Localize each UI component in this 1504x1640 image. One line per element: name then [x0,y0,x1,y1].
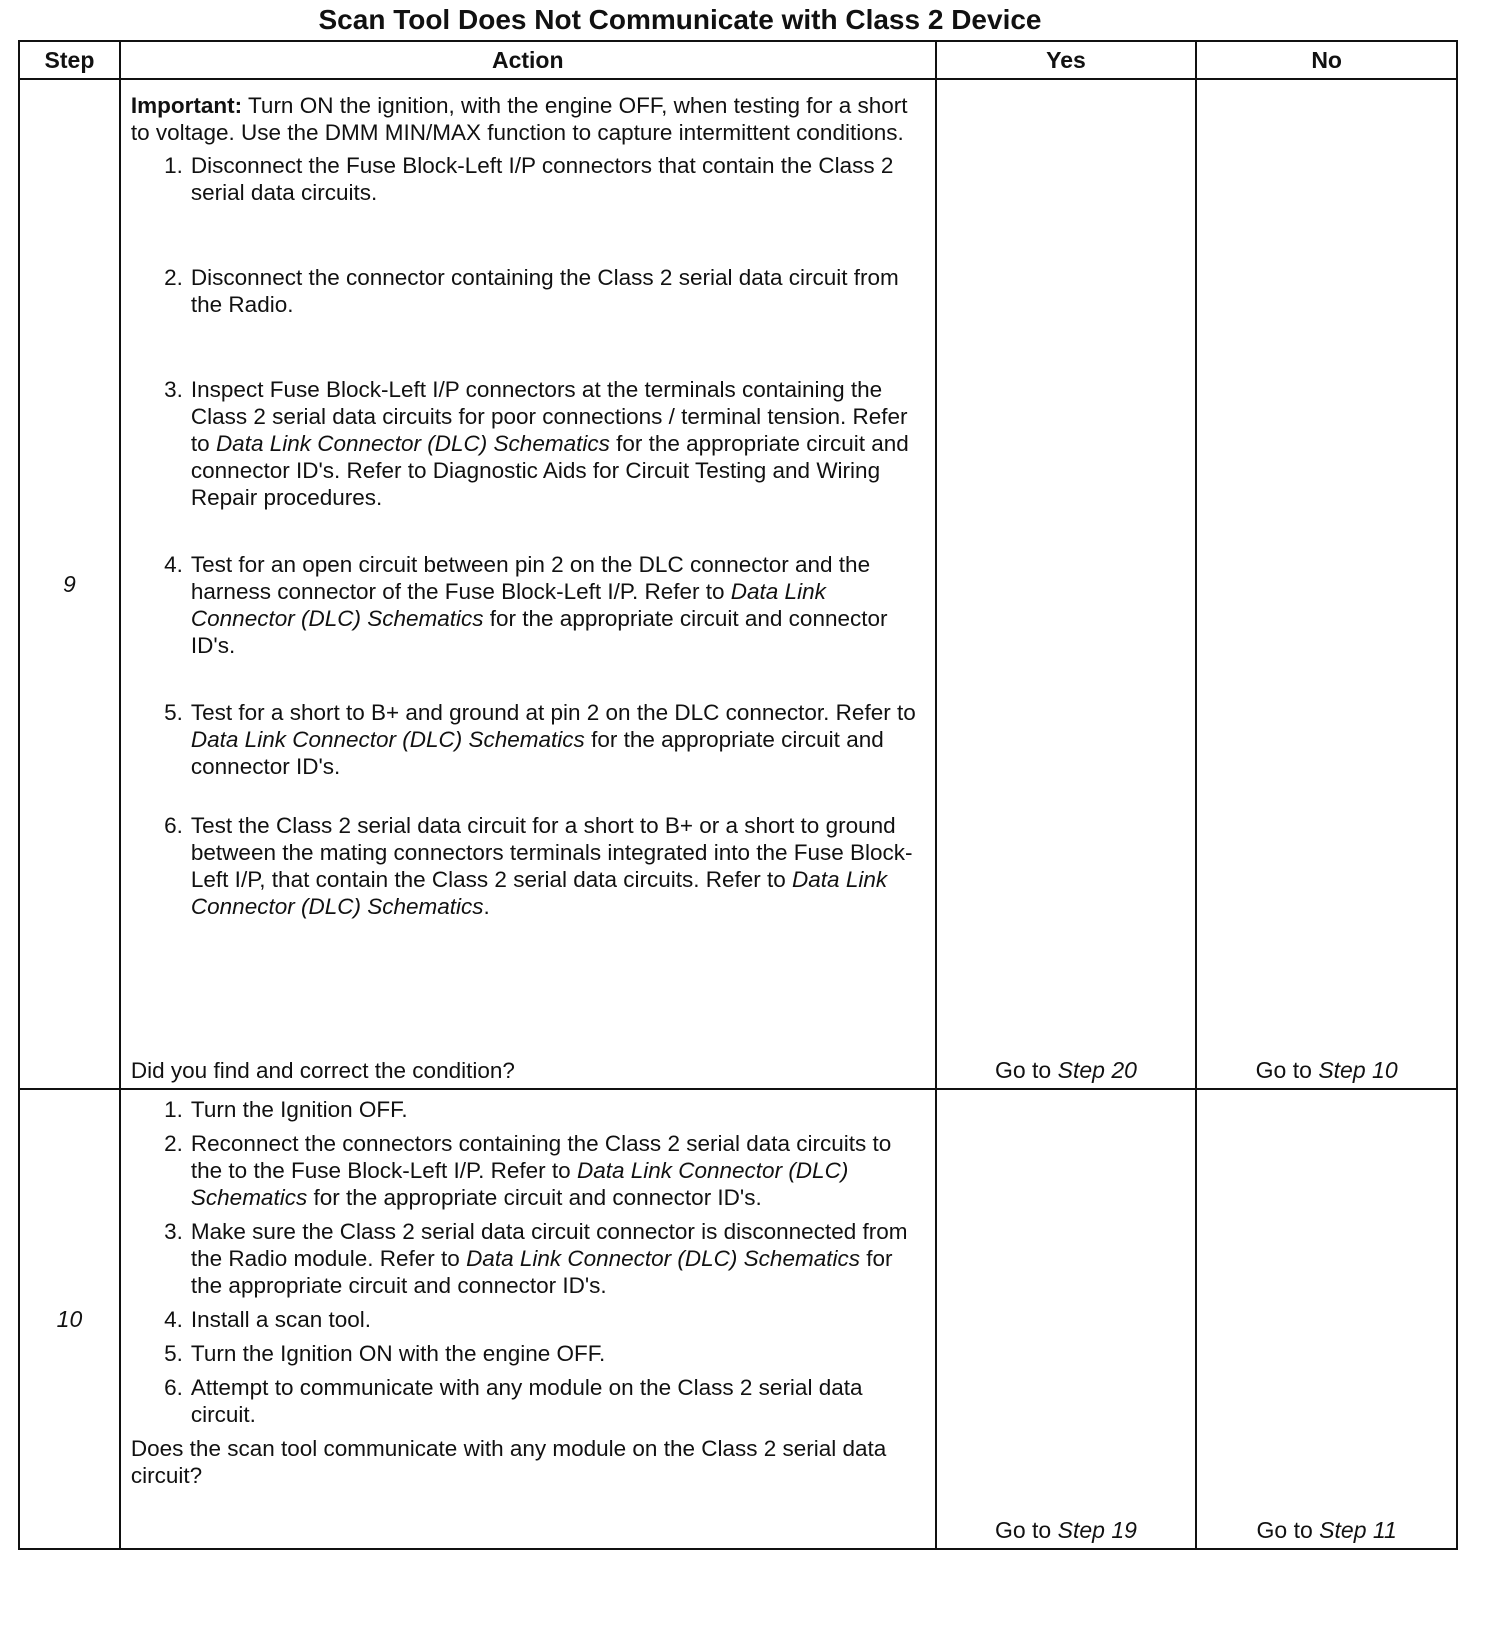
no-prefix: Go to [1256,1517,1313,1543]
step-text-segment: Turn the Ignition OFF. [190,1097,408,1122]
step-item-text [191,1130,927,1211]
action-step-item [131,1130,927,1211]
step-number: 10 [19,1089,120,1549]
step-item-number: 1. [164,1097,183,1122]
step-item-number: 3. [164,377,183,402]
action-step-item [131,376,927,511]
action-step-item [131,1340,927,1367]
action-step-item [131,1306,927,1333]
reference-link[interactable]: Data Link Connector (DLC) Schematics [190,1158,849,1210]
diagnostic-table [18,40,1458,1550]
table-row [19,1089,1457,1549]
step-text-segment: Test the Class 2 serial data circuit for a short to B+ or a short to ground between the mating connectors terminals integrated into the Fuse Block-Left I/P, that contain the Class 2 serial data circuits. Refer to [190,813,913,892]
step-text-segment: for the appropriate circuit and connector ID's. Refer to Diagnostic Aids for Circuit Testing and Wiring Repair procedures. [190,431,909,510]
page-title: Scan Tool Does Not Communicate with Class 2 Device [318,4,1042,35]
reference-link[interactable]: Data Link Connector (DLC) Schematics [215,431,610,456]
header-step: Step [19,41,120,79]
step-item-number: 5. [164,700,183,725]
step-item-text [191,1306,927,1333]
step-item-text [191,1374,927,1428]
reference-link[interactable]: Data Link Connector (DLC) Schematics [190,727,585,752]
step-item-number: 1. [164,153,183,178]
reference-link[interactable]: Data Link Connector (DLC) Schematics [190,867,888,919]
action-step-item [131,264,927,318]
step-item-text [191,551,927,659]
step-item-text [191,152,927,206]
step-item-number: 4. [164,552,183,577]
step-text-segment: for the appropriate circuit and connector ID's. [307,1185,762,1210]
step-text-segment: Disconnect the connector containing the Class 2 serial data circuit from the Radio. [190,265,899,317]
important-note [131,92,927,146]
step-item-number: 3. [164,1219,183,1244]
step-number: 9 [19,79,120,1089]
header-action: Action [120,41,936,79]
action-step-item [131,699,927,780]
step-item-number: 5. [164,1341,183,1366]
yes-step-link[interactable]: Step 20 [1057,1057,1137,1083]
step-text-segment: Attempt to communicate with any module on the Class 2 serial data circuit. [190,1375,863,1427]
step-text-segment: Disconnect the Fuse Block-Left I/P connectors that contain the Class 2 serial data circuits. [190,153,894,205]
step-text-segment: Install a scan tool. [190,1307,372,1332]
header-row [19,41,1457,79]
step-item-number: 6. [164,813,183,838]
yes-prefix: Go to [994,1517,1052,1543]
step-item-text [191,812,927,920]
reference-link[interactable]: Data Link Connector (DLC) Schematics [466,1246,860,1271]
action-cell [120,1089,936,1549]
yes-step-link[interactable]: Step 19 [1057,1517,1137,1543]
action-step-item [131,1096,927,1123]
yes-result [936,1089,1197,1549]
header-yes: Yes [936,41,1197,79]
action-step-item [131,152,927,206]
step-text-segment: Test for an open circuit between pin 2 on the DLC connector and the harness connector of the Fuse Block-Left I/P. Refer to [190,552,871,604]
step-text-segment: . [483,894,490,919]
no-prefix: Go to [1255,1057,1312,1083]
step-text-segment: Make sure the Class 2 serial data circuit connector is disconnected from the Radio module. Refer to [190,1219,908,1271]
step-text-segment: Turn the Ignition ON with the engine OFF. [190,1341,606,1366]
question-text: Did you find and correct the condition? [130,1058,515,1083]
header-no: No [1196,41,1457,79]
step-item-text [191,699,927,780]
step-item-number: 6. [164,1375,183,1400]
step-text-segment: Reconnect the connectors containing the Class 2 serial data circuits to the to the Fuse Block-Left I/P. Refer to [190,1131,892,1183]
no-step-link[interactable]: Step 11 [1319,1517,1397,1543]
action-step-item [131,551,927,659]
important-text: Turn ON the ignition, with the engine OFF, when testing for a short to voltage. Use the DMM MIN/MAX function to capture intermittent conditions. [130,93,908,145]
step-text-segment: for the appropriate circuit and connector ID's. [190,727,884,779]
action-cell [120,79,936,1089]
yes-prefix: Go to [994,1057,1052,1083]
action-steps [131,1096,927,1428]
reference-link[interactable]: Data Link Connector (DLC) Schematics [190,579,826,631]
step-text-segment: Test for a short to B+ and ground at pin 2 on the DLC connector. Refer to [190,700,916,725]
step-item-number: 4. [164,1307,183,1332]
no-result [1196,1089,1457,1549]
table-row [19,79,1457,1089]
step-item-number: 2. [164,1131,183,1156]
step-text-segment: Inspect Fuse Block-Left I/P connectors at the terminals containing the Class 2 serial data circuits for poor connections / terminal tension. Refer to [190,377,908,456]
step-item-text [191,264,927,318]
question-text: Does the scan tool communicate with any module on the Class 2 serial data circuit? [130,1436,887,1488]
no-result [1196,79,1457,1089]
action-step-item [131,1374,927,1428]
step-text-segment: for the appropriate circuit and connector ID's. [190,606,888,658]
action-step-item [131,1218,927,1299]
action-steps [131,152,927,920]
yes-result [936,79,1197,1089]
important-label: Important: [130,93,243,118]
step-item-number: 2. [164,265,183,290]
no-step-link[interactable]: Step 10 [1318,1057,1398,1083]
step-item-text [191,376,927,511]
action-step-item [131,812,927,920]
step-item-text [191,1218,927,1299]
step-item-text [191,1096,927,1123]
step-item-text [191,1340,927,1367]
step-text-segment: for the appropriate circuit and connector ID's. [190,1246,893,1298]
